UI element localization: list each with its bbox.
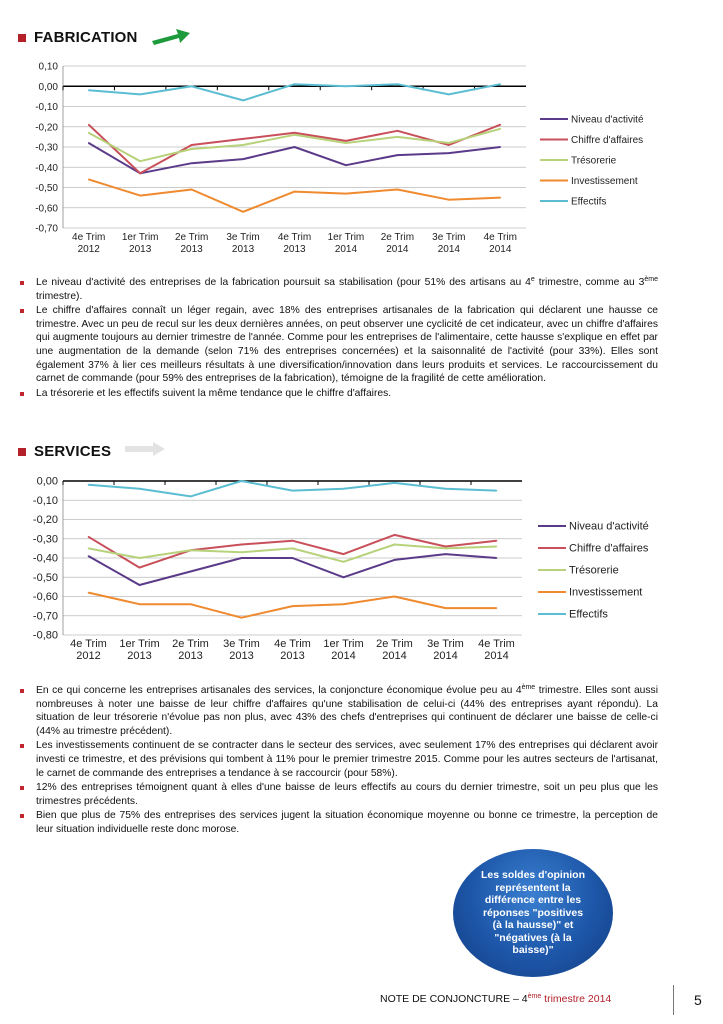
data-point [345,164,347,166]
list-item: En ce qui concerne les entreprises artisanales des services, la conjoncture économique évolue peu au 4ème trimestre. Elles sont aussi nombreuses à noter une baisse de leur chiffre d'affaires qu'une stabilisation de celui-ci (44% des entreprises ayant répondu). La situation de leur trésorerie n'évolue pas non plus, avec 43% des chefs d'entreprises qui continuent de déclarer une baisse de celle-ci (44% au trimestre précédent). [18,684,658,738]
list-item: Les investissements continuent de se contracter dans le secteur des services, avec seulement 17% des entreprises qui déclarent avoir investi ce trimestre, et des prévisions qui tombent à 11% pour le premier trimestre 2015. Comme pour les autres secteurs de l'artisanat, le carnet de commande des entreprises a tendance à se raccourcir (pour 58%). [18,739,658,780]
list-item: Le niveau d'activité des entreprises de la fabrication poursuit sa stabilisation (pour 51% des artisans au 4e trimestre, comme au 3ème trimestre). [18,276,658,303]
definition-bubble [453,849,613,977]
data-point [496,540,498,542]
data-point [448,94,450,96]
data-point [88,536,90,538]
fabrication-heading [18,24,192,51]
data-point [88,555,90,557]
data-point [242,144,244,146]
x-tick-label: 3e Trim [432,232,466,243]
data-point [496,557,498,559]
y-tick-label: -0,30 [35,142,58,154]
x-tick-label: 2e Trim [376,638,413,650]
data-point [397,189,399,191]
data-point [241,557,243,559]
series-line [89,179,501,211]
data-point [88,142,90,144]
data-point [242,100,244,102]
data-point [397,130,399,132]
data-point [448,199,450,201]
x-tick-label: 2e Trim [380,232,415,243]
y-tick-label: 0,00 [36,475,58,488]
data-point [88,90,90,92]
x-tick-label: 4e Trim [274,638,311,650]
data-point [345,193,347,195]
y-tick-label: -0,40 [35,162,58,174]
legend-label: Investissement [571,176,638,187]
y-tick-label: -0,20 [35,122,58,134]
x-tick-label: 2013 [229,650,254,662]
y-tick-label: -0,80 [32,629,58,642]
x-tick-label: 2013 [283,244,306,255]
services-title: SERVICES [34,443,112,460]
green-arrow-up-right-icon [150,24,192,51]
x-tick-label: 3e Trim [223,638,260,650]
data-point [191,148,193,150]
data-point [499,124,501,126]
x-tick-label: 4e Trim [70,638,107,650]
series-line [89,125,501,174]
data-point [496,546,498,548]
list-item: Le chiffre d'affaires connaît un léger regain, avec 18% des entreprises artisanales de la fabrication qui déclarent une hausse ce trimestre. Avec un peu de recul sur les deux dernières années, on peut observer une cyclicité de cet indicateur, avec un chiffre d'affaires qui augmente toujours au dernier trimestre de l'année. Comme pour les entreprises de l'alimentaire, cette hausse s'explique en effet par une augmentation de la demande (selon 71% des entreprises concernées) et la saisonnalité de l'activité (pour 33%). Elles sont également 37% à lier ces meilleurs résultats à une diversification/innovation dans leurs produits et services. Le raccourcissement du carnet de commande (pour 59% des entreprises de la fabrication), témoigne de la fragilité de cette amélioration. [18,304,658,386]
data-point [448,144,450,146]
services-line-chart [0,470,660,680]
x-tick-label: 2014 [489,244,512,255]
data-point [190,496,192,498]
services-bullet-list [18,684,658,838]
heading-square-icon [18,34,26,42]
data-point [242,138,244,140]
fab-bullet-1-a: Le niveau d'activité des entreprises de la fabrication poursuit sa stabilisation (pour 51% des artisans au 4 [36,277,531,288]
x-tick-label: 2014 [382,650,407,662]
data-point [190,603,192,605]
bubble-line: (à la hausse)" et [492,919,574,932]
y-tick-label: -0,70 [32,610,58,623]
data-point [241,544,243,546]
footer-note [380,993,611,1005]
page-number: 5 [694,992,702,1008]
data-point [345,142,347,144]
list-item: Bien que plus de 75% des entreprises des services jugent la situation économique moyenne ou bonne ce trimestre, la perception de leur situation individuelle reste donc morose. [18,809,658,836]
x-tick-label: 2014 [386,244,409,255]
x-tick-label: 2e Trim [174,232,209,243]
data-point [294,83,296,85]
data-point [394,544,396,546]
data-point [394,559,396,561]
legend-label: Niveau d'activité [571,114,644,126]
data-point [343,488,345,490]
data-point [191,189,193,191]
data-point [191,162,193,164]
x-tick-label: 2013 [180,244,203,255]
list-item: 12% des entreprises témoignent quant à elles d'une baisse de leurs effectifs au cours du dernier trimestre, soit un peu plus que les trimestres précédents. [18,781,658,808]
data-point [191,144,193,146]
data-point [448,142,450,144]
fabrication-title: FABRICATION [34,29,138,46]
legend-label: Trésorerie [571,155,617,167]
x-tick-label: 4e Trim [483,232,517,243]
data-point [294,191,296,193]
bubble-line: Les soldes d'opinion [480,868,585,881]
x-tick-label: 2014 [437,244,460,255]
data-point [88,484,90,486]
data-point [448,152,450,154]
data-point [292,557,294,559]
data-point [242,158,244,160]
data-point [499,146,501,148]
x-tick-label: 4e Trim [478,638,515,650]
x-tick-label: 2014 [334,244,358,255]
data-point [345,85,347,87]
y-tick-label: -0,60 [35,203,58,215]
legend-label: Chiffre d'affaires [571,135,644,146]
data-point [445,607,447,609]
data-point [139,603,141,605]
data-point [88,132,90,134]
y-tick-label: 0,00 [38,81,58,93]
x-tick-label: 3e Trim [427,638,464,650]
data-point [88,124,90,126]
x-tick-label: 2013 [127,650,152,662]
legend-label: Effectifs [571,196,607,208]
data-point [499,83,501,85]
x-tick-label: 1er Trim [121,232,159,243]
y-tick-label: -0,50 [35,183,58,194]
data-point [292,540,294,542]
data-point [445,488,447,490]
legend-label: Trésorerie [569,564,619,577]
x-tick-label: 3e Trim [226,232,260,243]
bubble-line: réponses "positives [482,906,584,919]
data-point [88,179,90,181]
y-tick-label: -0,10 [32,494,58,507]
data-point [397,154,399,156]
data-point [343,553,345,555]
data-point [445,553,447,555]
data-point [445,546,447,548]
y-tick-label: -0,70 [35,223,58,235]
footer-divider [673,985,674,1015]
services-heading [18,441,167,462]
data-point [445,548,447,550]
x-tick-label: 1er Trim [119,638,160,650]
y-tick-label: -0,20 [32,514,58,526]
data-point [242,211,244,213]
data-point [139,584,141,586]
x-tick-label: 2013 [178,650,203,662]
fabrication-line-chart [0,55,660,265]
grey-arrow-right-icon [123,441,167,462]
legend-label: Chiffre d'affaires [569,542,649,555]
heading-square-icon [18,448,26,456]
x-tick-label: 4e Trim [277,232,312,243]
y-tick-label: -0,10 [35,102,58,113]
y-tick-label: -0,60 [32,591,58,603]
data-point [394,596,396,598]
data-point [343,561,345,563]
data-point [292,548,294,550]
data-point [397,83,399,85]
series-line [89,545,497,562]
x-tick-label: 2013 [231,244,255,255]
bubble-line: représentent la [495,881,571,894]
data-point [345,140,347,142]
data-point [139,557,141,559]
data-point [139,160,141,162]
data-point [139,567,141,569]
x-tick-label: 2014 [484,650,509,662]
list-item: La trésorerie et les effectifs suivent la même tendance que le chiffre d'affaires. [18,387,658,401]
x-tick-label: 2012 [77,244,100,255]
data-point [499,197,501,199]
data-point [190,550,192,552]
data-point [394,482,396,484]
data-point [139,173,141,175]
footer-suffix: trimestre 2014 [541,993,612,1005]
legend-label: Niveau d'activité [569,520,649,533]
footer-sup: ème [527,993,542,1000]
data-point [139,195,141,197]
data-point [139,488,141,490]
data-point [292,605,294,607]
bubble-line: différence entre les [484,894,582,907]
series-line [89,481,497,496]
bubble-line: "négatives (à la [494,931,572,944]
x-tick-label: 1er Trim [323,638,364,650]
y-tick-label: 0,10 [38,61,58,73]
data-point [397,136,399,138]
data-point [88,592,90,594]
data-point [343,576,345,578]
x-tick-label: 2013 [280,650,305,662]
data-point [191,85,193,87]
data-point [499,128,501,130]
x-tick-label: 2e Trim [172,638,209,650]
x-tick-label: 2014 [331,650,356,662]
data-point [241,617,243,619]
legend-label: Effectifs [569,608,608,621]
data-point [190,571,192,573]
fabrication-bullet-list [18,276,658,401]
data-point [343,603,345,605]
x-tick-label: 1er Trim [327,232,365,243]
data-point [394,534,396,536]
x-tick-label: 2014 [433,650,458,662]
data-point [496,490,498,492]
bubble-line: baisse)" [512,944,554,957]
footer-prefix: NOTE DE CONJONCTURE – 4 [380,993,528,1005]
legend-label: Investissement [569,586,643,599]
data-point [241,551,243,553]
data-point [241,480,243,482]
x-tick-label: 2012 [76,650,101,662]
x-tick-label: 4e Trim [72,232,106,243]
data-point [294,134,296,136]
data-point [139,94,141,96]
x-tick-label: 2013 [129,244,152,255]
data-point [292,490,294,492]
series-line [89,535,497,568]
data-point [88,548,90,550]
y-tick-label: -0,30 [32,533,58,546]
y-tick-label: -0,40 [32,552,58,565]
data-point [496,607,498,609]
data-point [294,146,296,148]
data-point [294,132,296,134]
y-tick-label: -0,50 [32,571,58,584]
